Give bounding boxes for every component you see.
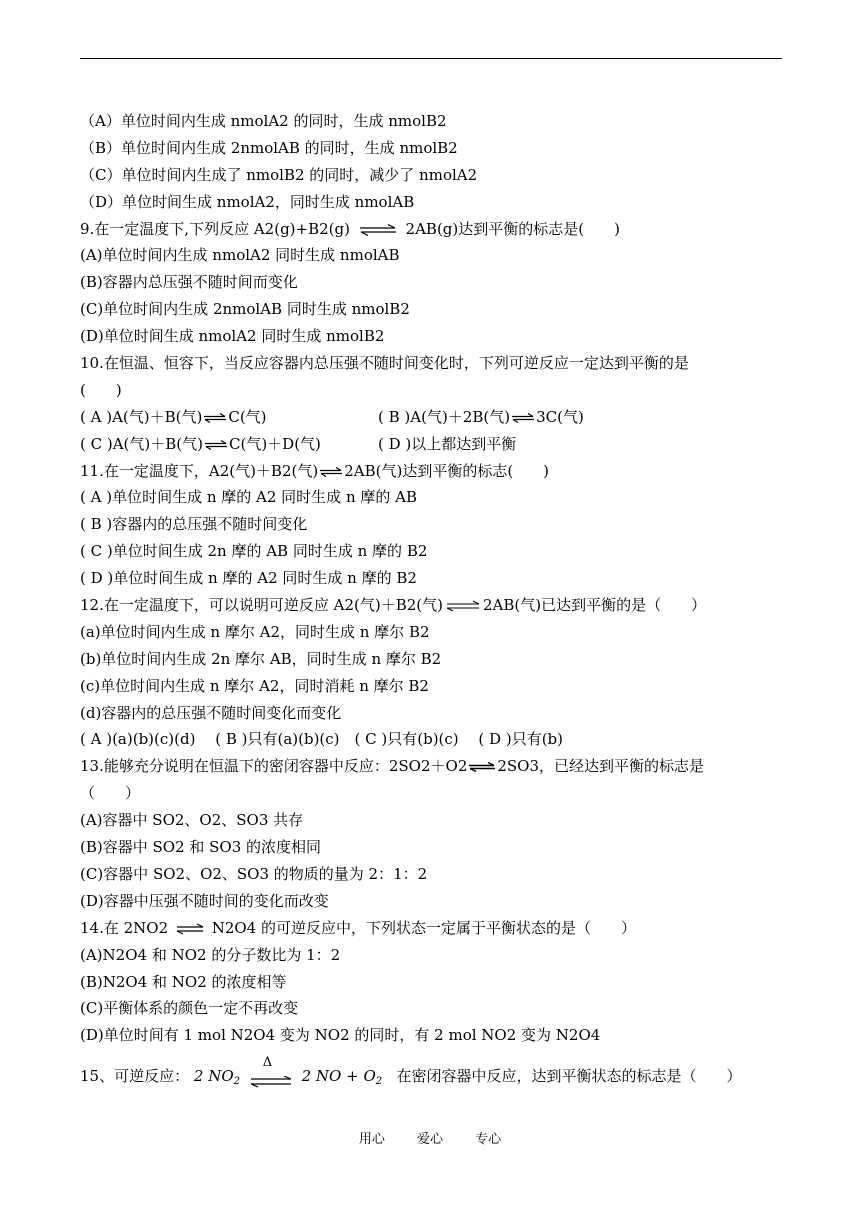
question-10-option-b: ( B )A(气)＋2B(气) 3C(气): [378, 407, 584, 426]
question-12-option-b: (b)单位时间内生成 2n 摩尔 AB，同时生成 n 摩尔 B2: [80, 649, 442, 668]
heat-equilibrium-arrow: [245, 1055, 297, 1092]
question-11-stem: 11.在一定温度下，A2(气)＋B2(气) 2AB(气)达到平衡的标志( ): [80, 461, 550, 480]
question-10-option-a: ( A )A(气)＋B(气) C(气): [80, 407, 267, 426]
question-10-option-c: ( C )A(气)＋B(气) C(气)＋D(气): [80, 434, 321, 453]
option-b: （B）单位时间内生成 2nmolAB 的同时，生成 nmolB2: [80, 138, 458, 157]
question-14-option-b: (B)N2O4 和 NO2 的浓度相等: [80, 972, 287, 991]
equilibrium-arrow-icon: [355, 224, 401, 236]
page-footer: [0, 1128, 860, 1147]
question-10-stem-cont: ( ): [80, 380, 122, 399]
question-14-option-c: (C)平衡体系的颜色一定不再改变: [80, 999, 299, 1018]
question-12-answers: ( A )(a)(b)(c)(d) ( B )只有(a)(b)(c) ( C )只有(b)(c) ( D )只有(b): [80, 730, 563, 749]
option-c: （C）单位时间内生成了 nmolB2 的同时，减少了 nmolA2: [80, 165, 478, 184]
equilibrium-arrow-icon: [318, 467, 344, 477]
header-rule: [80, 58, 782, 59]
question-10-option-d: ( D )以上都达到平衡: [378, 434, 517, 453]
equilibrium-arrow-icon: [245, 1076, 297, 1088]
question-9-option-c: (C)单位时间内生成 2nmolAB 同时生成 nmolB2: [80, 300, 410, 319]
question-12-stem: 12.在一定温度下，可以说明可逆反应 A2(气)＋B2(气) 2AB(气)已达到平衡的是（ ）: [80, 596, 707, 615]
question-15-stem: 15、可逆反应： 2 $NO_2$ Δ 2 NO + $O_2$ 在密闭容器中反应，达到平衡状态的标志是（ ）: [80, 1059, 780, 1093]
question-11-option-d: ( D )单位时间生成 n 摩的 A2 同时生成 n 摩的 B2: [80, 569, 417, 588]
question-14-option-a: (A)N2O4 和 NO2 的分子数比为 1：2: [80, 945, 341, 964]
equilibrium-arrow-icon: [203, 440, 229, 450]
question-14-option-d: (D)单位时间有 1 mol N2O4 变为 NO2 的同时，有 2 mol NO2 变为 N2O4: [80, 1026, 601, 1045]
option-a: （A）单位时间内生成 nmolA2 的同时，生成 nmolB2: [80, 112, 447, 130]
delta-label: Δ: [262, 1055, 273, 1071]
equilibrium-arrow-icon: [510, 413, 536, 423]
question-13-option-a: (A)容器中 SO2、O2、SO3 共存: [80, 811, 304, 830]
footer-word-3: 专心: [475, 1132, 502, 1147]
question-10-options-cd: [80, 431, 780, 458]
question-10-options-ab: [80, 404, 780, 431]
footer-word-2: 爱心: [416, 1132, 443, 1147]
question-13-stem-cont: （ ）: [80, 784, 141, 803]
question-13-option-c: (C)容器中 SO2、O2、SO3 的物质的量为 2：1：2: [80, 864, 428, 883]
question-11-option-b: ( B )容器内的总压强不随时间变化: [80, 515, 308, 534]
footer-word-1: 用心: [358, 1132, 385, 1147]
question-9-stem: 9.在一定温度下,下列反应 A2(g)+B2(g) 2AB(g)达到平衡的标志是( ): [80, 219, 620, 238]
question-13-stem: 13.能够充分说明在恒温下的密闭容器中反应：2SO2＋O2 2SO3，已经达到平衡的标志是: [80, 757, 705, 776]
equilibrium-arrow-icon: [202, 413, 228, 423]
question-14-stem: 14.在 2NO2 N2O4 的可逆反应中，下列状态一定属于平衡状态的是（ ）: [80, 918, 636, 937]
question-10-stem: 10.在恒温、恒容下，当反应容器内总压强不随时间变化时，下列可逆反应一定达到平衡的是: [80, 354, 689, 373]
question-12-option-d: (d)容器内的总压强不随时间变化而变化: [80, 703, 342, 722]
question-12-option-c: (c)单位时间内生成 n 摩尔 A2，同时消耗 n 摩尔 B2: [80, 676, 429, 695]
document-body: [80, 108, 780, 1093]
equilibrium-arrow-icon: [467, 762, 497, 772]
reaction-lhs: 2 $NO_2$: [193, 1067, 241, 1088]
question-13-option-b: (B)容器中 SO2 和 SO3 的浓度相同: [80, 838, 322, 857]
equilibrium-arrow-icon: [173, 923, 207, 935]
question-11-option-c: ( C )单位时间生成 2n 摩的 AB 同时生成 n 摩的 B2: [80, 542, 428, 561]
option-d: （D）单位时间生成 nmolA2，同时生成 nmolAB: [80, 192, 415, 211]
question-9-option-a: (A)单位时间内生成 nmolA2 同时生成 nmolAB: [80, 246, 400, 265]
question-11-option-a: ( A )单位时间生成 n 摩的 A2 同时生成 n 摩的 AB: [80, 488, 418, 507]
question-13-option-d: (D)容器中压强不随时间的变化而改变: [80, 891, 329, 910]
equilibrium-arrow-icon: [443, 600, 483, 612]
question-9-option-d: (D)单位时间生成 nmolA2 同时生成 nmolB2: [80, 327, 385, 346]
question-9-option-b: (B)容器内总压强不随时间而变化: [80, 273, 298, 292]
reaction-rhs: 2 NO + $O_2$: [301, 1067, 383, 1088]
question-12-option-a: (a)单位时间内生成 n 摩尔 A2，同时生成 n 摩尔 B2: [80, 622, 430, 641]
